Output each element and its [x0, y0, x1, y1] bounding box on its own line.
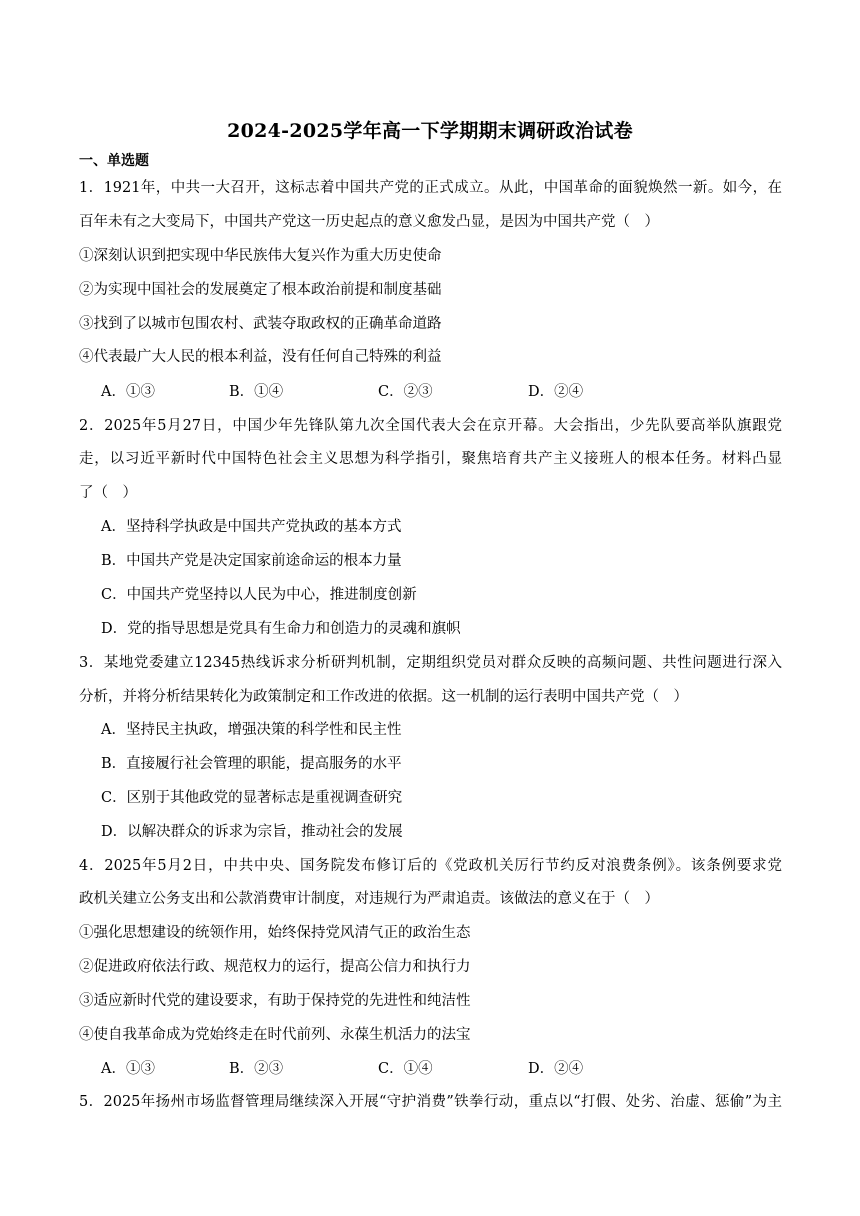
question-2-option-b: B．中国共产党是决定国家前途命运的根本力量 — [101, 553, 402, 569]
question-4-option-b: B．②③ — [229, 1061, 284, 1077]
question-2-option-a: A．坚持科学执政是中国共产党执政的基本方式 — [101, 519, 402, 535]
question-4-item-2: ②促进政府依法行政、规范权力的运行，提高公信力和执行力 — [79, 959, 471, 975]
question-3-option-c: C．区别于其他政党的显著标志是重视调查研究 — [101, 790, 403, 806]
question-1-item-1: ①深刻认识到把实现中华民族伟大复兴作为重大历史使命 — [79, 248, 442, 264]
question-1-line-1: 1．1921年，中共一大召开，这标志着中国共产党的正式成立。从此，中国革命的面貌焕然一新。如今，在 — [79, 180, 782, 196]
question-4-item-1: ①强化思想建设的统领作用，始终保持党风清气正的政治生态 — [79, 925, 471, 941]
question-4-line-1: 4．2025年5月2日，中共中央、国务院发布修订后的《党政机关厉行节约反对浪费条例》。该条例要求党 — [79, 858, 782, 874]
question-1-item-3: ③找到了以城市包围农村、武装夺取政权的正确革命道路 — [79, 316, 442, 332]
question-2-option-d: D．党的指导思想是党具有生命力和创造力的灵魂和旗帜 — [101, 621, 461, 637]
question-2-line-2: 走，以习近平新时代中国特色社会主义思想为科学指引，聚焦培育共产主义接班人的根本任务。材料凸显 — [79, 451, 782, 467]
question-1-item-4: ④代表最广大人民的根本利益，没有任何自己特殊的利益 — [79, 349, 442, 365]
section-heading: 一、单选题 — [79, 153, 149, 169]
question-5-line-1: 5．2025年扬州市场监督管理局继续深入开展“守护消费”铁拳行动，重点以“打假、处劣、治虚、惩偷”为主 — [79, 1094, 782, 1110]
question-3-option-d: D．以解决群众的诉求为宗旨，推动社会的发展 — [101, 824, 403, 840]
question-4-option-c: C．①④ — [378, 1061, 433, 1077]
question-1-option-c: C．②③ — [378, 384, 433, 400]
question-4-item-4: ④使自我革命成为党始终走在时代前列、永葆生机活力的法宝 — [79, 1027, 471, 1043]
question-1-option-b: B．①④ — [229, 384, 284, 400]
question-4-line-2: 政机关建立公务支出和公款消费审计制度，对违规行为严肃追责。该做法的意义在于（ ） — [79, 891, 659, 907]
question-2-option-c: C．中国共产党坚持以人民为中心，推进制度创新 — [101, 587, 417, 603]
question-1-option-d: D．②④ — [528, 384, 584, 400]
question-3-line-2: 分析，并将分析结果转化为政策制定和工作改进的依据。这一机制的运行表明中国共产党（ ） — [79, 689, 688, 705]
question-1-item-2: ②为实现中国社会的发展奠定了根本政治前提和制度基础 — [79, 282, 442, 298]
question-3-line-1: 3．某地党委建立12345热线诉求分析研判机制，定期组织党员对群众反映的高频问题、共性问题进行深入 — [79, 655, 782, 671]
question-4-option-a: A．①③ — [101, 1061, 155, 1077]
question-1-option-a: A．①③ — [101, 384, 155, 400]
question-2-line-1: 2．2025年5月27日，中国少年先锋队第九次全国代表大会在京开幕。大会指出，少先队要高举队旗跟党 — [79, 418, 782, 434]
question-2-line-3: 了（ ） — [79, 485, 137, 501]
question-4-item-3: ③适应新时代党的建设要求，有助于保持党的先进性和纯洁性 — [79, 993, 471, 1009]
question-4-option-d: D．②④ — [528, 1061, 584, 1077]
question-3-option-b: B．直接履行社会管理的职能，提高服务的水平 — [101, 756, 402, 772]
page-title: 2024-2025学年高一下学期期末调研政治试卷 — [227, 120, 633, 142]
question-1-line-2: 百年未有之大变局下，中国共产党这一历史起点的意义愈发凸显，是因为中国共产党（ ） — [79, 214, 659, 230]
question-3-option-a: A．坚持民主执政，增强决策的科学性和民主性 — [101, 722, 402, 738]
